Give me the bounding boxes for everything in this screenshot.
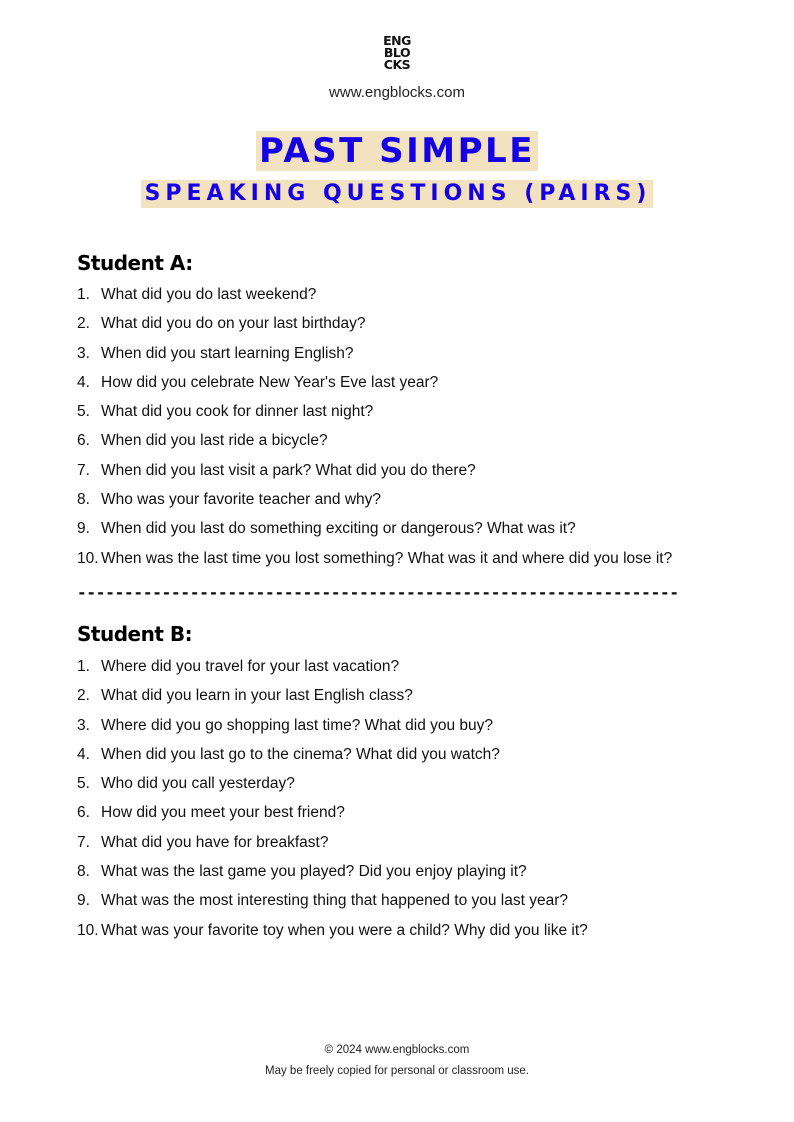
footer-license: May be freely copied for personal or classroom use. bbox=[265, 1065, 529, 1077]
list-item: 2. What did you learn in your last English class? bbox=[77, 687, 413, 705]
list-item: 3. Where did you go shopping last time? What did you buy? bbox=[77, 716, 494, 734]
list-item: 6. When did you last ride a bicycle? bbox=[77, 432, 328, 450]
list-item: 1. What did you do last weekend? bbox=[77, 286, 317, 303]
logo-line-1: ENG bbox=[383, 33, 411, 48]
engblocks-logo bbox=[0, 35, 794, 74]
list-item: 10. When was the last time you lost something? What was it and where did you lose it? bbox=[77, 549, 673, 567]
list-item: 7. When did you last visit a park? What did you do there? bbox=[77, 461, 476, 479]
list-item: 8. What was the last game you played? Did you enjoy playing it? bbox=[77, 863, 527, 881]
list-item: 5. What did you cook for dinner last night? bbox=[77, 403, 374, 421]
page-title: PAST SIMPLE bbox=[256, 131, 538, 171]
list-item: 4. When did you last go to the cinema? What did you watch? bbox=[77, 745, 500, 763]
footer-copyright: © 2024 www.engblocks.com bbox=[324, 1044, 470, 1056]
list-item: 6. How did you meet your best friend? bbox=[77, 804, 345, 822]
list-item: 3. When did you start learning English? bbox=[77, 344, 354, 362]
list-item: 4. How did you celebrate New Year's Eve last year? bbox=[77, 373, 439, 391]
student-a-heading: Student A: bbox=[77, 251, 193, 275]
section-divider: ---------------------------------------------------------------- bbox=[77, 583, 679, 602]
list-item: 2. What did you do on your last birthday? bbox=[77, 315, 366, 333]
list-item: 8. Who was your favorite teacher and why? bbox=[77, 491, 381, 509]
logo-line-2: BLO bbox=[383, 45, 411, 60]
list-item: 9. When did you last do something exciting or dangerous? What was it? bbox=[77, 520, 576, 538]
list-item: 9. What was the most interesting thing that happened to you last year? bbox=[77, 892, 568, 910]
student-b-heading: Student B: bbox=[77, 622, 193, 646]
list-item: 10. What was your favorite toy when you were a child? Why did you like it? bbox=[77, 921, 588, 939]
list-item: 1. Where did you travel for your last vacation? bbox=[77, 658, 400, 675]
page-subtitle: SPEAKING QUESTIONS (PAIRS) bbox=[141, 180, 654, 208]
student-a-questions bbox=[77, 286, 672, 579]
list-item: 5. Who did you call yesterday? bbox=[77, 775, 295, 793]
list-item: 7. What did you have for breakfast? bbox=[77, 833, 329, 851]
site-url[interactable]: www.engblocks.com bbox=[329, 84, 465, 101]
student-b-questions bbox=[77, 658, 588, 951]
logo-line-3: CKS bbox=[383, 57, 411, 72]
